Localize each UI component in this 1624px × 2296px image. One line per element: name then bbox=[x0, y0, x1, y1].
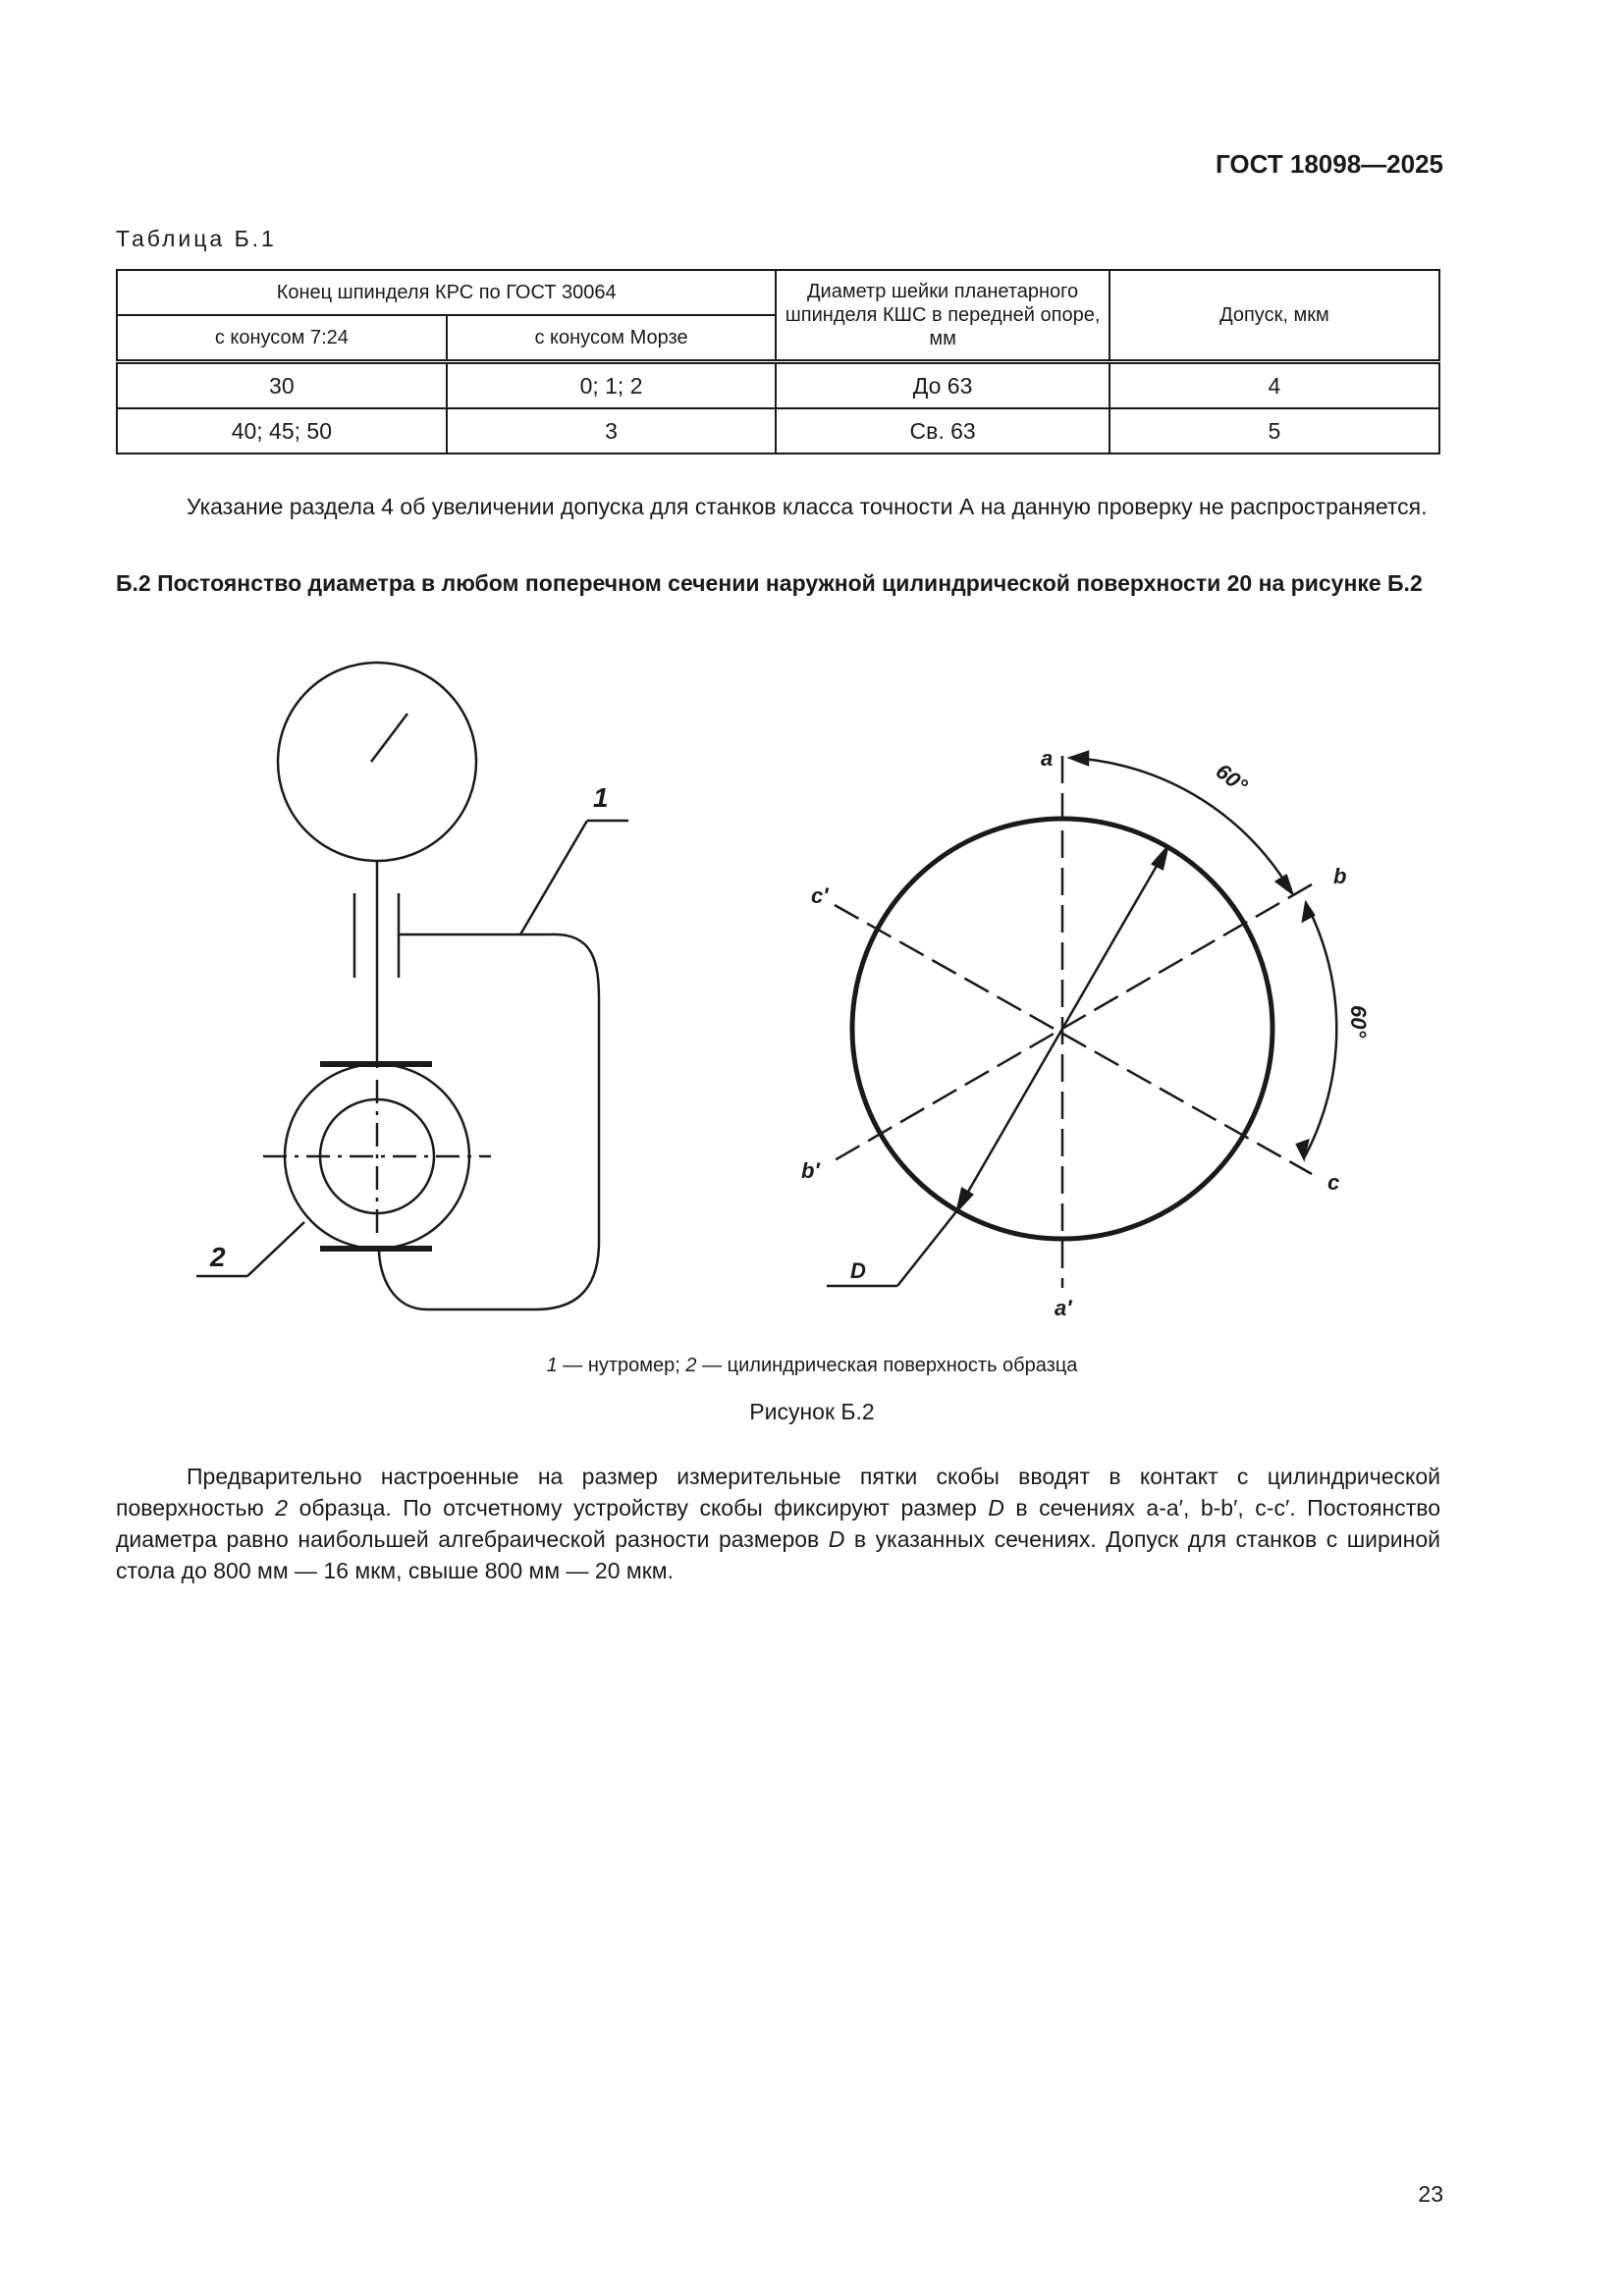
body-text-1: Предварительно настроенные на размер измерительные пятки скобы вводят в контакт с цилиндрической поверхностью bbox=[116, 1464, 1440, 1521]
callout-2: 2 bbox=[210, 1242, 226, 1272]
cell-morse: 0; 1; 2 bbox=[447, 362, 777, 409]
dial-gauge-face bbox=[278, 663, 476, 861]
body-italic-3: D bbox=[828, 1526, 845, 1552]
cell-tolerance: 4 bbox=[1110, 362, 1439, 409]
legend-num-2: 2 bbox=[685, 1355, 697, 1376]
cell-cone: 30 bbox=[117, 362, 447, 409]
arc-60-right bbox=[1304, 903, 1336, 1158]
label-d: D bbox=[850, 1258, 866, 1283]
legend-num-1: 1 bbox=[546, 1355, 558, 1376]
arrowhead-d-bottom bbox=[957, 1189, 972, 1210]
cell-diameter: Св. 63 bbox=[776, 408, 1109, 454]
figure-b2 bbox=[0, 648, 1624, 1325]
cell-diameter: До 63 bbox=[776, 362, 1109, 409]
callout-1: 1 bbox=[593, 782, 609, 813]
cell-cone: 40; 45; 50 bbox=[117, 408, 447, 454]
page-number: 23 bbox=[1418, 2181, 1443, 2207]
label-angle-60-right: 60° bbox=[1346, 1005, 1371, 1039]
figure-caption: Рисунок Б.2 bbox=[749, 1399, 875, 1424]
body-paragraph bbox=[116, 1461, 1440, 1586]
label-c: c bbox=[1327, 1170, 1340, 1195]
table-row bbox=[117, 408, 1439, 454]
figure-legend bbox=[0, 1355, 1624, 1377]
label-b: b bbox=[1333, 864, 1347, 888]
note-paragraph bbox=[116, 491, 1440, 522]
body-italic-1: 2 bbox=[275, 1495, 289, 1521]
body-text-3: в сечениях a-a′, b-b′, c-c′. Постоянство диаметра равно наибольшей алгебраической разности размеров bbox=[116, 1495, 1440, 1552]
body-italic-2: D bbox=[988, 1495, 1004, 1521]
document-header: ГОСТ 18098—2025 bbox=[1216, 149, 1443, 179]
leader-2 bbox=[247, 1222, 304, 1276]
label-a: a bbox=[1041, 746, 1054, 771]
body-text-4: в указанных сечениях. Допуск для станков с шириной стола до 800 мм — 16 мкм, свыше 800 мм — 20 мкм. bbox=[116, 1526, 1440, 1583]
header-cone-724: с конусом 7:24 bbox=[117, 315, 447, 362]
legend-text-1: — нутромер; bbox=[557, 1355, 686, 1376]
arrowhead-d-top bbox=[1153, 847, 1167, 869]
line-c-c bbox=[835, 905, 1312, 1174]
cell-morse: 3 bbox=[447, 408, 777, 454]
line-b-b bbox=[835, 884, 1312, 1160]
dial-needle bbox=[371, 714, 407, 762]
leader-1 bbox=[520, 821, 587, 934]
header-diameter: Диаметр шейки планетарного шпинделя КШС в передней опоре, мм bbox=[776, 270, 1109, 362]
table-row bbox=[117, 362, 1439, 409]
caliper-frame bbox=[379, 934, 599, 1309]
cell-tolerance: 5 bbox=[1110, 408, 1439, 454]
body-text-2: образца. По отсчетному устройству скобы фиксируют размер bbox=[288, 1495, 989, 1521]
leader-d bbox=[897, 1210, 957, 1286]
legend-text-2: — цилиндрическая поверхность образца bbox=[696, 1355, 1078, 1376]
label-b-prime: b′ bbox=[801, 1158, 820, 1183]
arc-60-top bbox=[1070, 758, 1292, 893]
arrowhead-arc1-end bbox=[1276, 876, 1292, 893]
header-tolerance: Допуск, мкм bbox=[1110, 270, 1439, 362]
label-c-prime: c′ bbox=[811, 883, 829, 908]
section-title bbox=[116, 567, 1440, 599]
section-title-text: Б.2 Постоянство диаметра в любом поперечном сечении наружной цилиндрической поверхности 20 на рисунке Б.2 bbox=[116, 570, 1423, 596]
note-text: Указание раздела 4 об увеличении допуска для станков класса точности А на данную проверку не распространяется. bbox=[187, 494, 1428, 519]
header-morse-cone: с конусом Морзе bbox=[447, 315, 777, 362]
arrowhead-arc1-start bbox=[1070, 752, 1088, 765]
tolerance-table bbox=[116, 269, 1440, 454]
label-angle-60-top: 60° bbox=[1211, 758, 1253, 798]
label-a-prime: a′ bbox=[1055, 1296, 1072, 1320]
header-spindle-end: Конец шпинделя КРС по ГОСТ 30064 bbox=[117, 270, 776, 315]
table-caption: Таблица Б.1 bbox=[116, 226, 277, 251]
